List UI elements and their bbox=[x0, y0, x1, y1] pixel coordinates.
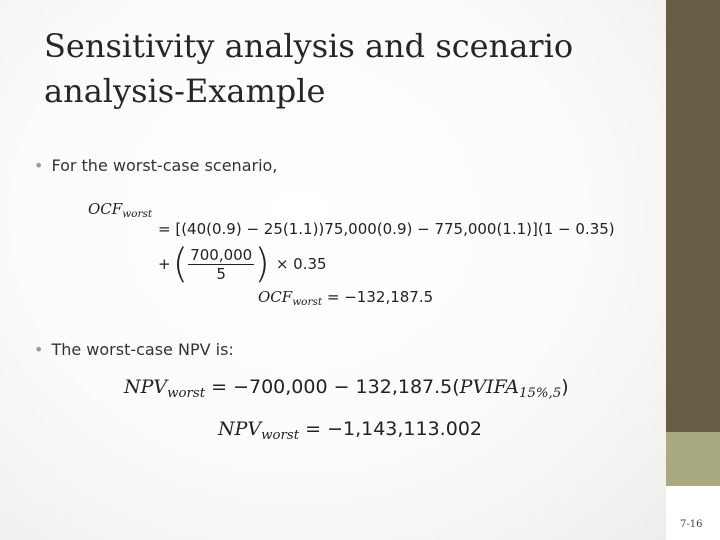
bullet-text: The worst-case NPV is: bbox=[51, 340, 234, 359]
npv-line-1: $NPV_{worst} = -700,000$ − $132,187.5(PVIFA_{15\%,5})$ bbox=[124, 376, 569, 401]
bullet-text: For the worst-case scenario, bbox=[51, 156, 278, 175]
page-number: 7-16 bbox=[680, 519, 703, 530]
ocf-line-1: = [(40(0.9) − 25(1.1))75,000(0.9) − 775,000(1.1)](1 − 0.35) bbox=[158, 220, 615, 238]
bullet-dot: • bbox=[34, 340, 44, 359]
ocf-line-2 bbox=[158, 241, 327, 287]
bullet-dot: • bbox=[34, 156, 44, 175]
bullet-npv bbox=[34, 340, 234, 359]
fraction-denominator: 5 bbox=[216, 264, 226, 283]
fraction-numerator: 700,000 bbox=[190, 245, 253, 264]
ocf-result: $OCF_{worst} = -132,187.5$ bbox=[258, 288, 434, 309]
plus-sign: + bbox=[158, 255, 171, 273]
ocf-label: $OCF_{worst}$ bbox=[88, 200, 153, 221]
slide-title: Sensitivity analysis and scenario analysis-Example bbox=[44, 27, 574, 110]
depreciation-fraction bbox=[188, 246, 254, 283]
bullet-worst-case bbox=[34, 156, 277, 175]
npv-line-2: $NPV_{worst} = -1,143,113.002$ bbox=[218, 418, 482, 443]
side-band-dark bbox=[666, 0, 720, 432]
tax-multiplier: × 0.35 bbox=[275, 255, 327, 273]
side-band-bottom bbox=[666, 486, 720, 540]
side-band-light bbox=[666, 432, 720, 486]
paren-open: ( bbox=[172, 241, 189, 287]
paren-close: ) bbox=[254, 241, 270, 287]
